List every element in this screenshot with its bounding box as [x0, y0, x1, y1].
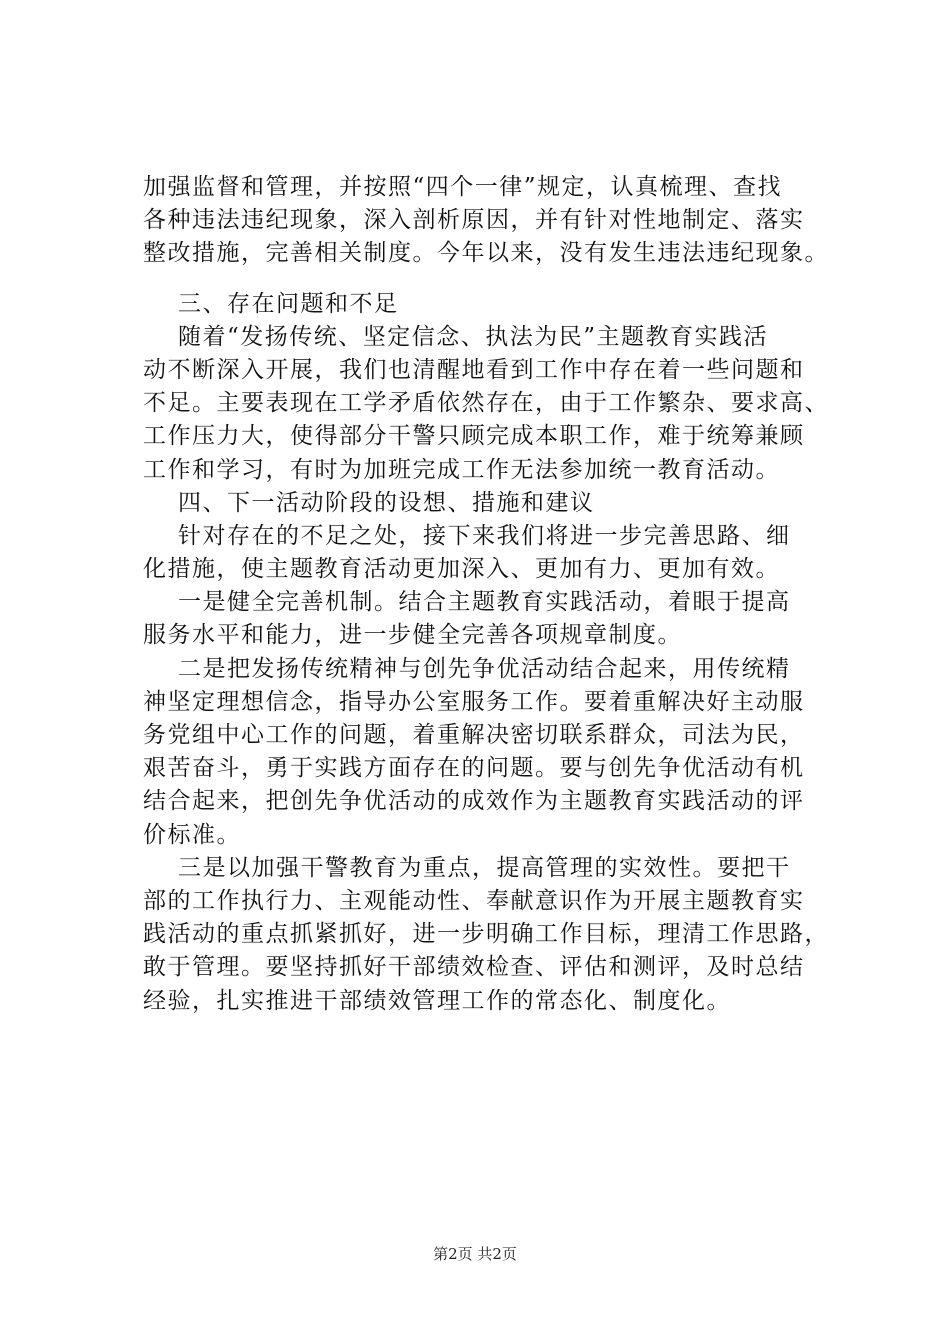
text-line: 部的工作执行力、主观能动性、奉献意识作为开展主题教育实 [143, 887, 805, 914]
text-line: 一是健全完善机制。结合主题教育实践活动，着眼于提高 [178, 589, 791, 616]
text-line: 服务水平和能力，进一步健全完善各项规章制度。 [143, 622, 682, 649]
text-line: 艰苦奋斗，勇于实践方面存在的问题。要与创先争优活动有机 [143, 755, 805, 782]
text-line: 工作和学习，有时为加班完成工作无法参加统一教育活动。 [143, 456, 780, 483]
paragraph-gap [143, 271, 843, 288]
text-line: 务党组中心工作的问题，着重解决密切联系群众，司法为民， [143, 722, 805, 748]
text-line: 经验，扎实推进干部绩效管理工作的常态化、制度化。 [143, 987, 731, 1014]
text-line: 结合起来，把创先争优活动的成效作为主题教育实践活动的评 [143, 788, 805, 815]
text-line: 针对存在的不足之处，接下来我们将进一步完善思路、细 [178, 522, 791, 549]
text-line: 践活动的重点抓紧抓好，进一步明确工作目标，理清工作思路， [143, 921, 829, 948]
page-number-footer: 第2页 共2页 [433, 1245, 517, 1263]
section-heading: 四、下一活动阶段的设想、措施和建议 [178, 489, 595, 516]
text-line: 随着“发扬传统、坚定信念、执法为民”主题教育实践活 [178, 323, 769, 350]
text-line: 二是把发扬传统精神与创先争优活动结合起来，用传统精 [178, 655, 791, 682]
text-line: 三是以加强干警教育为重点，提高管理的实效性。要把干 [178, 854, 791, 881]
text-line: 动不断深入开展，我们也清醒地看到工作中存在着一些问题和 [143, 356, 805, 383]
text-line: 敢于管理。要坚持抓好干部绩效检查、评估和测评，及时总结 [143, 954, 805, 981]
text-line: 价标准。 [143, 821, 241, 848]
text-line: 工作压力大，使得部分干警只顾完成本职工作，难于统筹兼顾 [143, 423, 805, 450]
text-line: 各种违法违纪现象，深入剖析原因，并有针对性地制定、落实 [143, 207, 805, 234]
text-line: 整改措施，完善相关制度。今年以来，没有发生违法违纪现象。 [143, 240, 829, 267]
document-body [143, 171, 843, 1018]
text-line: 化措施，使主题教育活动更加深入、更加有力、更加有效。 [143, 556, 780, 583]
text-line: 神坚定理想信念，指导办公室服务工作。要着重解决好主动服 [143, 688, 805, 715]
section-heading: 三、存在问题和不足 [178, 290, 399, 317]
text-line: 加强监督和管理，并按照“四个一律”规定，认真梳理、查找 [143, 174, 783, 200]
text-line: 不足。主要表现在工学矛盾依然存在，由于工作繁杂、要求高、 [143, 390, 829, 417]
